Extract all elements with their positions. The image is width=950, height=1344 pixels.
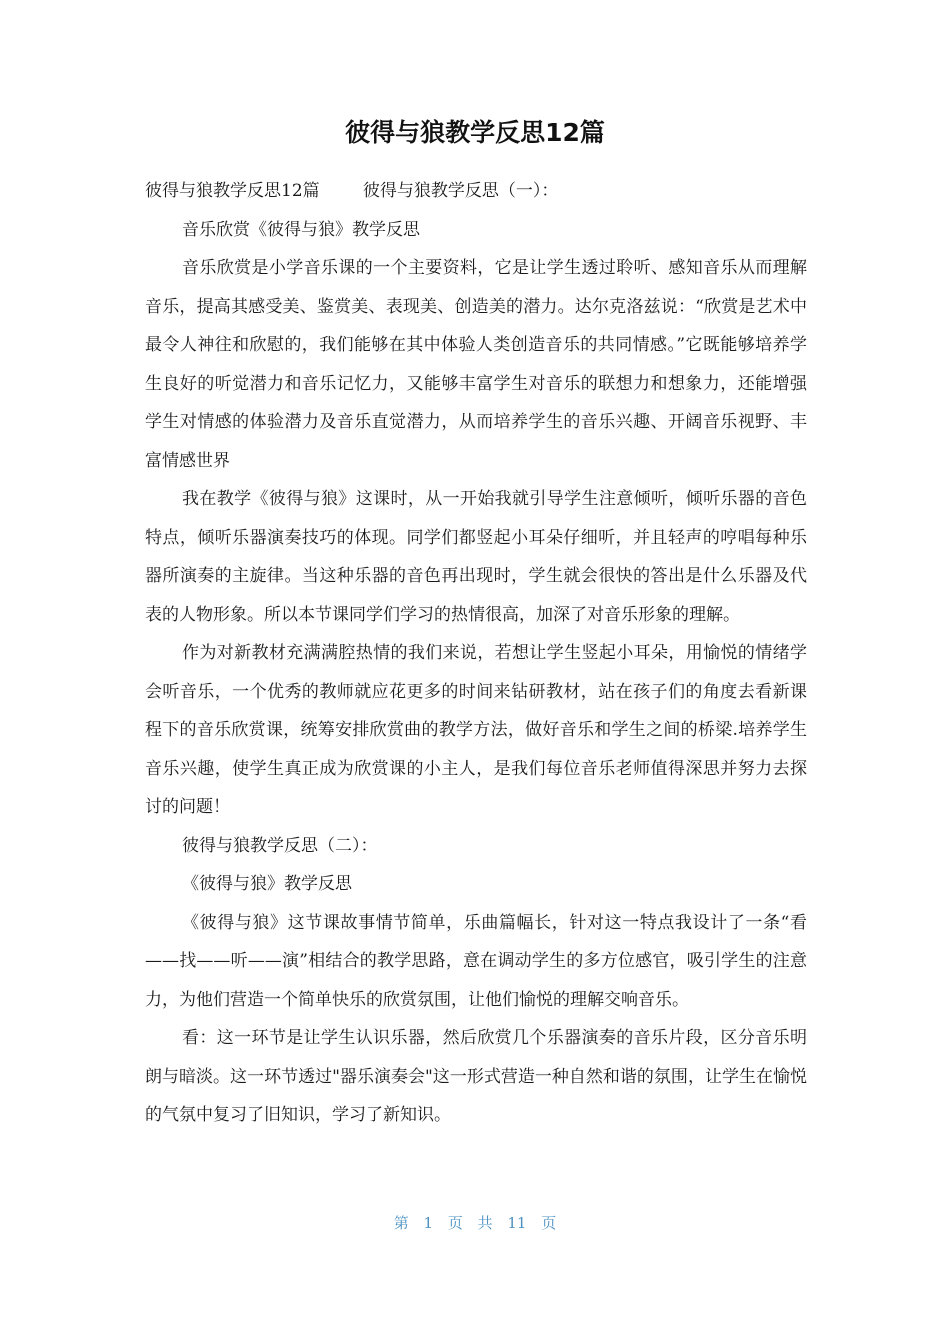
document-title: 彼得与狼教学反思12篇 xyxy=(345,118,605,147)
intro-section-heading: 彼得与狼教学反思（一）： xyxy=(362,181,559,201)
paragraph-5: 看：这一环节是让学生认识乐器，然后欣赏几个乐器演奏的音乐片段，区分音乐明朗与暗淡。这一环节透过"器乐演奏会"这一形式营造一种自然和谐的氛围，让学生在愉悦的气氛中复习了旧知识，学习了新知识。 xyxy=(145,1028,807,1125)
paragraph-subtitle-2: 《彼得与狼》教学反思 xyxy=(182,874,352,894)
document-body xyxy=(145,172,807,1135)
intro-line xyxy=(145,172,807,211)
intro-title: 彼得与狼教学反思12篇 xyxy=(145,181,320,201)
paragraph-1: 音乐欣赏是小学音乐课的一个主要资料，它是让学生透过聆听、感知音乐从而理解音乐，提高其感受美、鉴赏美、表现美、创造美的潜力。达尔克洛兹说：“欣赏是艺术中最令人神往和欣慰的，我们能够在其中体验人类创造音乐的共同情感。”它既能够培养学生良好的听觉潜力和音乐记忆力，又能够丰富学生对音乐的联想力和想象力，还能增强学生对情感的体验潜力及音乐直觉潜力，从而培养学生的音乐兴趣、开阔音乐视野、丰富情感世界 xyxy=(145,258,807,471)
paragraph-4: 《彼得与狼》这节课故事情节简单，乐曲篇幅长，针对这一特点我设计了一条“看——找——听——演”相结合的教学思路，意在调动学生的多方位感官，吸引学生的注意力，为他们营造一个简单快乐的欣赏氛围，让他们愉悦的理解交响音乐。 xyxy=(145,912,807,1010)
section-heading-2: 彼得与狼教学反思（二）： xyxy=(182,835,378,856)
paragraph-3: 作为对新教材充满满腔热情的我们来说，若想让学生竖起小耳朵，用愉悦的情绪学会听音乐，一个优秀的教师就应花更多的时间来钻研教材，站在孩子们的角度去看新课程下的音乐欣赏课，统筹安排欣赏曲的教学方法，做好音乐和学生之间的桥梁.培养学生音乐兴趣，使学生真正成为欣赏课的小主人，是我们每位音乐老师值得深思并努力去探讨的问题！ xyxy=(145,643,807,817)
paragraph-2: 我在教学《彼得与狼》这课时，从一开始我就引导学生注意倾听，倾听乐器的音色特点，倾听乐器演奏技巧的体现。同学们都竖起小耳朵仔细听，并且轻声的哼唱每种乐器所演奏的主旋律。当这种乐器的音色再出现时，学生就会很快的答出是什么乐器及代表的人物形象。所以本节课同学们学习的热情很高，加深了对音乐形象的理解。 xyxy=(145,489,807,625)
page-number-footer: 第 1 页 共 11 页 xyxy=(393,1214,557,1232)
paragraph-subtitle-1: 音乐欣赏《彼得与狼》教学反思 xyxy=(182,219,420,240)
